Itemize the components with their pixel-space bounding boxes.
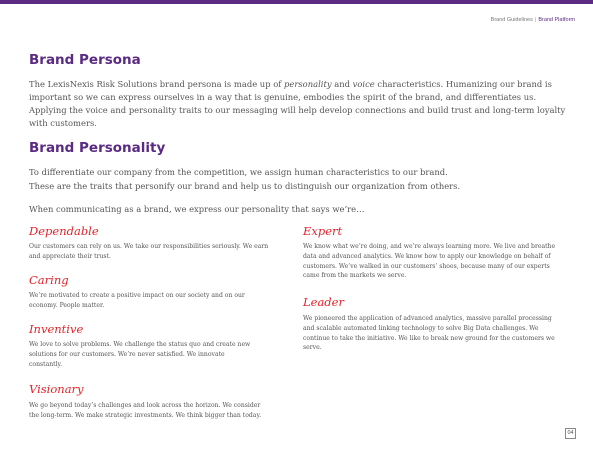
persona-text-1: The LexisNexis Risk Solutions brand persona is made up of — [29, 79, 285, 89]
brand-personality-heading: Brand Personality — [29, 140, 166, 156]
breadcrumb-separator: | — [534, 17, 537, 23]
trait-title-dependable: Dependable — [29, 224, 99, 238]
persona-text-2: and — [331, 79, 353, 89]
trait-text-inventive: We love to solve problems. We challenge the status quo and create new solutions for our customers. We’re never satisfied. We innovate constantly. — [29, 341, 251, 368]
personality-line-1: To differentiate our company from the competition, we assign human characteristics to our brand. — [29, 167, 448, 177]
trait-title-caring: Caring — [29, 273, 69, 287]
breadcrumb — [491, 17, 575, 23]
brand-persona-paragraph — [29, 78, 574, 130]
trait-text-leader: We pioneered the application of advanced analytics, massive parallel processing and scalable automated linking technology to solve Big Data challenges. We continue to take the initiative. We like to break new ground for the customers we serve. — [303, 315, 555, 352]
trait-title-expert: Expert — [303, 224, 343, 238]
trait-title-inventive: Inventive — [29, 322, 84, 336]
trait-text-visionary: We go beyond today’s challenges and look across the horizon. We consider the long-term. We make strategic investments. We think bigger than today. — [29, 402, 262, 419]
trait-text-caring: We’re motivated to create a positive impact on our society and on our economy. People matter. — [29, 292, 245, 309]
breadcrumb-current: Brand Platform — [538, 17, 575, 23]
persona-text-3: characteristics. Humanizing our brand is important so we can express ourselves in a way that is genuine, embodies the spirit of the brand, and differentiates us. Applying the voice and personality traits to our messaging will help develop connections and build trust and long-term loyalty with customers. — [29, 79, 566, 128]
trait-text-expert: We know what we’re doing, and we’re always learning more. We live and breathe data and advanced analytics. We know how to apply our knowledge on behalf of customers. We’ve walked in our customers’ shoes, because many of our experts came from the markets we serve. — [303, 243, 556, 280]
brand-persona-heading: Brand Persona — [29, 52, 141, 68]
trait-title-visionary: Visionary — [29, 382, 84, 396]
trait-text-dependable: Our customers can rely on us. We take our responsibilities seriously. We earn and appreciate their trust. — [29, 243, 269, 260]
persona-emphasis-voice: voice — [352, 79, 375, 89]
personality-lead: When communicating as a brand, we express our personality that says we’re… — [29, 204, 365, 214]
top-accent-bar — [0, 0, 593, 4]
persona-emphasis-personality: personality — [284, 79, 332, 89]
trait-title-leader: Leader — [303, 295, 344, 309]
page-number: 04 — [565, 428, 576, 439]
breadcrumb-parent[interactable]: Brand Guidelines — [490, 17, 533, 23]
personality-line-2: These are the traits that personify our brand and help us to distinguish our organization from others. — [29, 181, 461, 191]
